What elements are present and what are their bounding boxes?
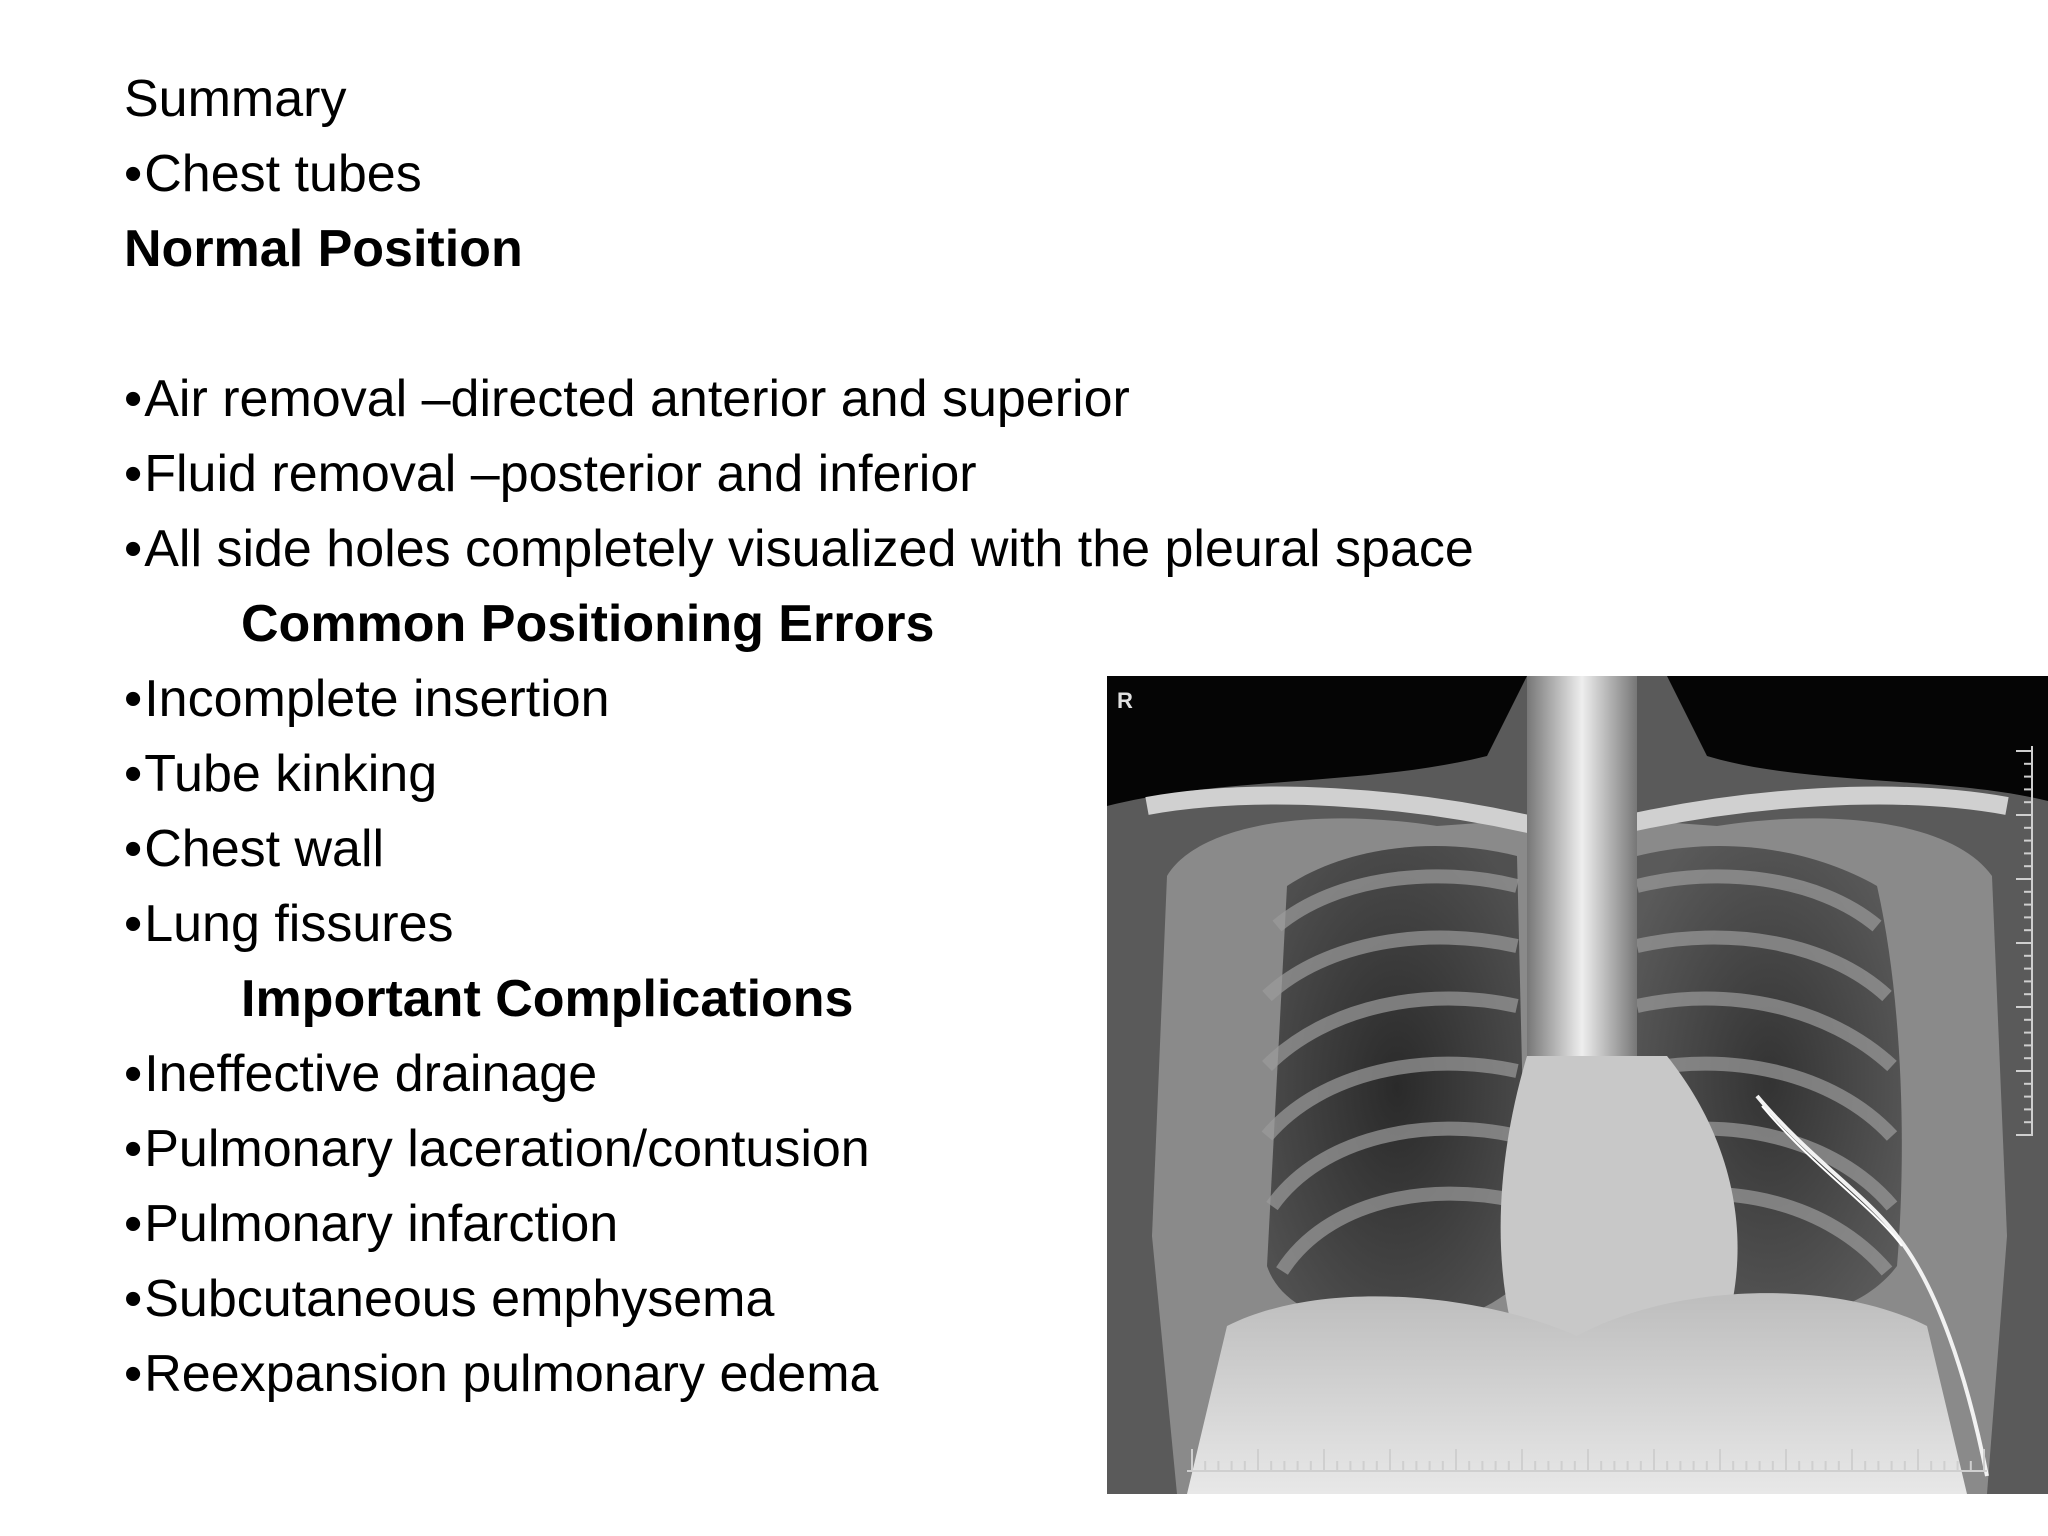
list-item-text: All side holes completely visualized with the pleural space <box>144 520 1474 578</box>
section-heading-normal-position: Normal Position <box>124 220 523 278</box>
bullet-icon: • <box>124 670 143 728</box>
section-heading-complications: Important Complications <box>241 970 854 1028</box>
chest-xray-graphic <box>1107 676 2048 1494</box>
list-item <box>124 437 1684 512</box>
xray-side-marker: R <box>1117 688 1133 713</box>
bullet-icon: • <box>124 370 143 428</box>
list-item <box>124 362 1684 437</box>
section-heading-positioning-errors: Common Positioning Errors <box>241 595 935 653</box>
summary-heading: Summary <box>124 70 347 128</box>
bullet-icon: • <box>124 745 143 803</box>
topic-line <box>124 137 1684 212</box>
bullet-icon: • <box>124 1120 143 1178</box>
spacer <box>124 287 1684 362</box>
bullet-icon: • <box>124 1270 143 1328</box>
bullet-icon: • <box>124 1195 143 1253</box>
bullet-icon: • <box>124 1045 143 1103</box>
bullet-icon: • <box>124 820 143 878</box>
bullet-icon: • <box>124 1345 143 1403</box>
list-item-text: Ineffective drainage <box>144 1045 598 1103</box>
bullet-icon: • <box>124 445 143 503</box>
list-item-text: Pulmonary infarction <box>144 1195 619 1253</box>
list-item-text: Air removal –directed anterior and superior <box>144 370 1130 428</box>
chest-xray-image <box>1107 676 2048 1494</box>
list-item <box>124 512 1684 587</box>
list-item-text: Fluid removal –posterior and inferior <box>144 445 977 503</box>
bullet-icon: • <box>124 520 143 578</box>
bullet-icon: • <box>124 145 143 203</box>
bullet-icon: • <box>124 895 143 953</box>
list-item-text: Chest wall <box>144 820 385 878</box>
list-item-text: Reexpansion pulmonary edema <box>144 1345 879 1403</box>
list-item-text: Subcutaneous emphysema <box>144 1270 775 1328</box>
topic-label: Chest tubes <box>144 145 422 203</box>
list-item-text: Incomplete insertion <box>144 670 610 728</box>
list-item-text: Pulmonary laceration/contusion <box>144 1120 870 1178</box>
list-item-text: Lung fissures <box>144 895 454 953</box>
list-item-text: Tube kinking <box>144 745 438 803</box>
